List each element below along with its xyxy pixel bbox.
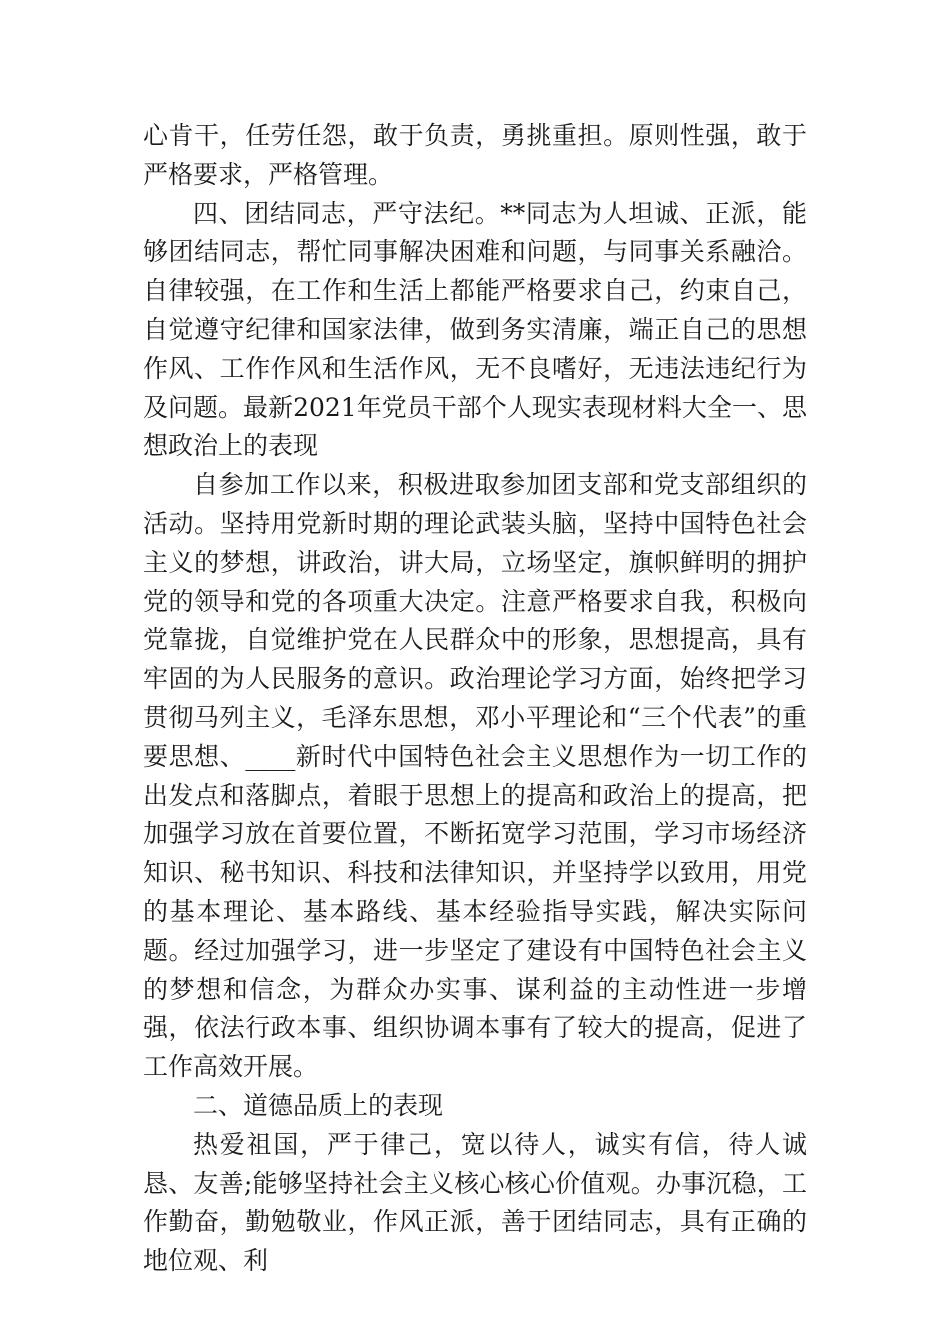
paragraph-moral-quality: 热爱祖国，严于律己，宽以待人，诚实有信，待人诚恳、友善;能够坚持社会主义核心核心价值观。办事沉稳，工作勤奋，勤勉敬业，作风正派，善于团结同志，具有正确的地位观、利 [143,1129,807,1276]
paragraph-political-performance: 自参加工作以来，积极进取参加团支部和党支部组织的活动。坚持用党新时期的理论武装头脑，坚持中国特色社会主义的梦想，讲政治，讲大局，立场坚定，旗帜鲜明的拥护党的领导和党的各项重大决定。注意严格要求自我，积极向党靠拢，自觉维护党在人民群众中的形象，思想提高，具有牢固的为人民服务的意识。政治理论学习方面，始终把学习贯彻马列主义，毛泽东思想，邓小平理论和“三个代表”的重要思想、____新时代中国特色社会主义思想作为一切工作的出发点和落脚点，着眼于思想上的提高和政治上的提高，把加强学习放在首要位置，不断拓宽学习范围，学习市场经济知识、秘书知识、科技和法律知识，并坚持学以致用，用党的基本理论、基本路线、基本经验指导实践，解决实际问题。经过加强学习，进一步坚定了建设有中国特色社会主义的梦想和信念，为群众办实事、谋利益的主动性进一步增强，依法行政本事、组织协调本事有了较大的提高，促进了工作高效开展。 [143,470,807,1082]
paragraph-continuation: 心肯干，任劳任怨，敢于负责，勇挑重担。原则性强，敢于严格要求，严格管理。 [143,121,807,189]
section-heading-moral-quality: 二、道德品质上的表现 [193,1090,444,1120]
paragraph-unity-discipline: 四、团结同志，严守法纪。**同志为人坦诚、正派，能够团结同志，帮忙同事解决困难和问题，与同事关系融洽。自律较强，在工作和生活上都能严格要求自己，约束自己，自觉遵守纪律和国家法律，做到务实清廉，端正自己的思想作风、工作作风和生活作风，无不良嗜好，无违法违纪行为及问题。最新2021年党员干部个人现实表现材料大全一、思想政治上的表现 [143,198,807,461]
document-body [143,117,807,1281]
